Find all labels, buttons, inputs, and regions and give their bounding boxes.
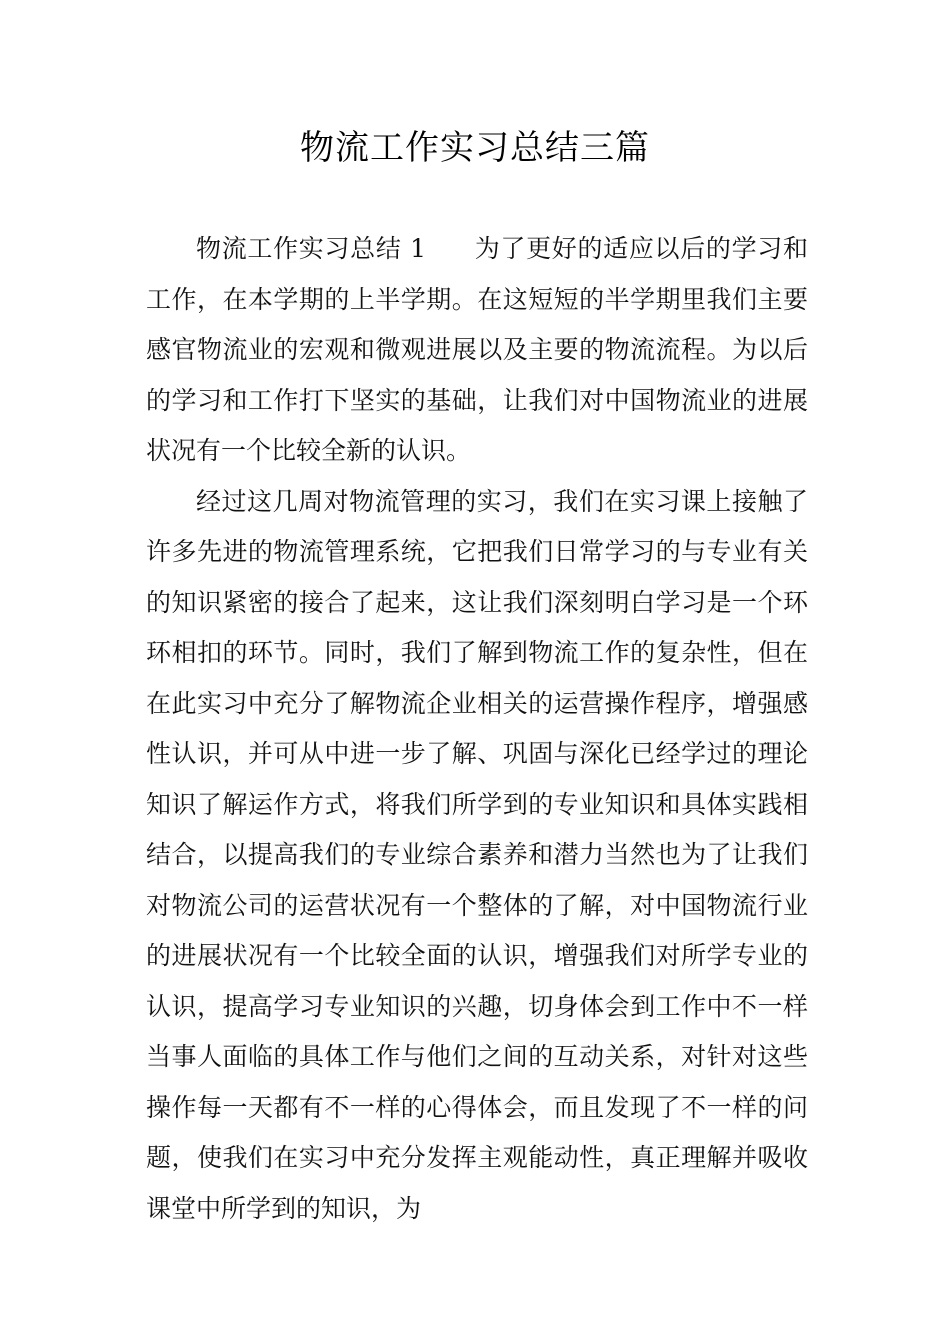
paragraph-2 <box>146 477 808 1235</box>
paragraph-1 <box>146 224 808 477</box>
document-body <box>146 224 808 1234</box>
document-title: 物流工作实习总结三篇 <box>300 128 650 168</box>
paragraph-1-text: 为了更好的适应以后的学习和工作，在本学期的上半学期。在这短短的半学期里我们主要感官物流业的宏观和微观进展以及主要的物流流程。为以后的学习和工作打下坚实的基础，让我们对中国物流业的进展状况有一个比较全新的认识。 <box>146 234 808 465</box>
section-heading: 物流工作实习总结 1 <box>196 234 427 263</box>
paragraph-2-text: 经过这几周对物流管理的实习，我们在实习课上接触了许多先进的物流管理系统，它把我们日常学习的与专业有关的知识紧密的接合了起来，这让我们深刻明白学习是一个环环相扣的环节。同时，我们了解到物流工作的复杂性，但在在此实习中充分了解物流企业相关的运营操作程序，增强感性认识，并可从中进一步了解、巩固与深化已经学过的理论知识了解运作方式，将我们所学到的专业知识和具体实践相结合，以提高我们的专业综合素养和潜力当然也为了让我们对物流公司的运营状况有一个整体的了解，对中国物流行业的进展状况有一个比较全面的认识，增强我们对所学专业的认识，提高学习专业知识的兴趣，切身体会到工作中不一样当事人面临的具体工作与他们之间的互动关系，对针对这些操作每一天都有不一样的心得体会，而且发现了不一样的问题，使我们在实习中充分发挥主观能动性，真正理解并吸收课堂中所学到的知识，为 <box>146 486 808 1223</box>
